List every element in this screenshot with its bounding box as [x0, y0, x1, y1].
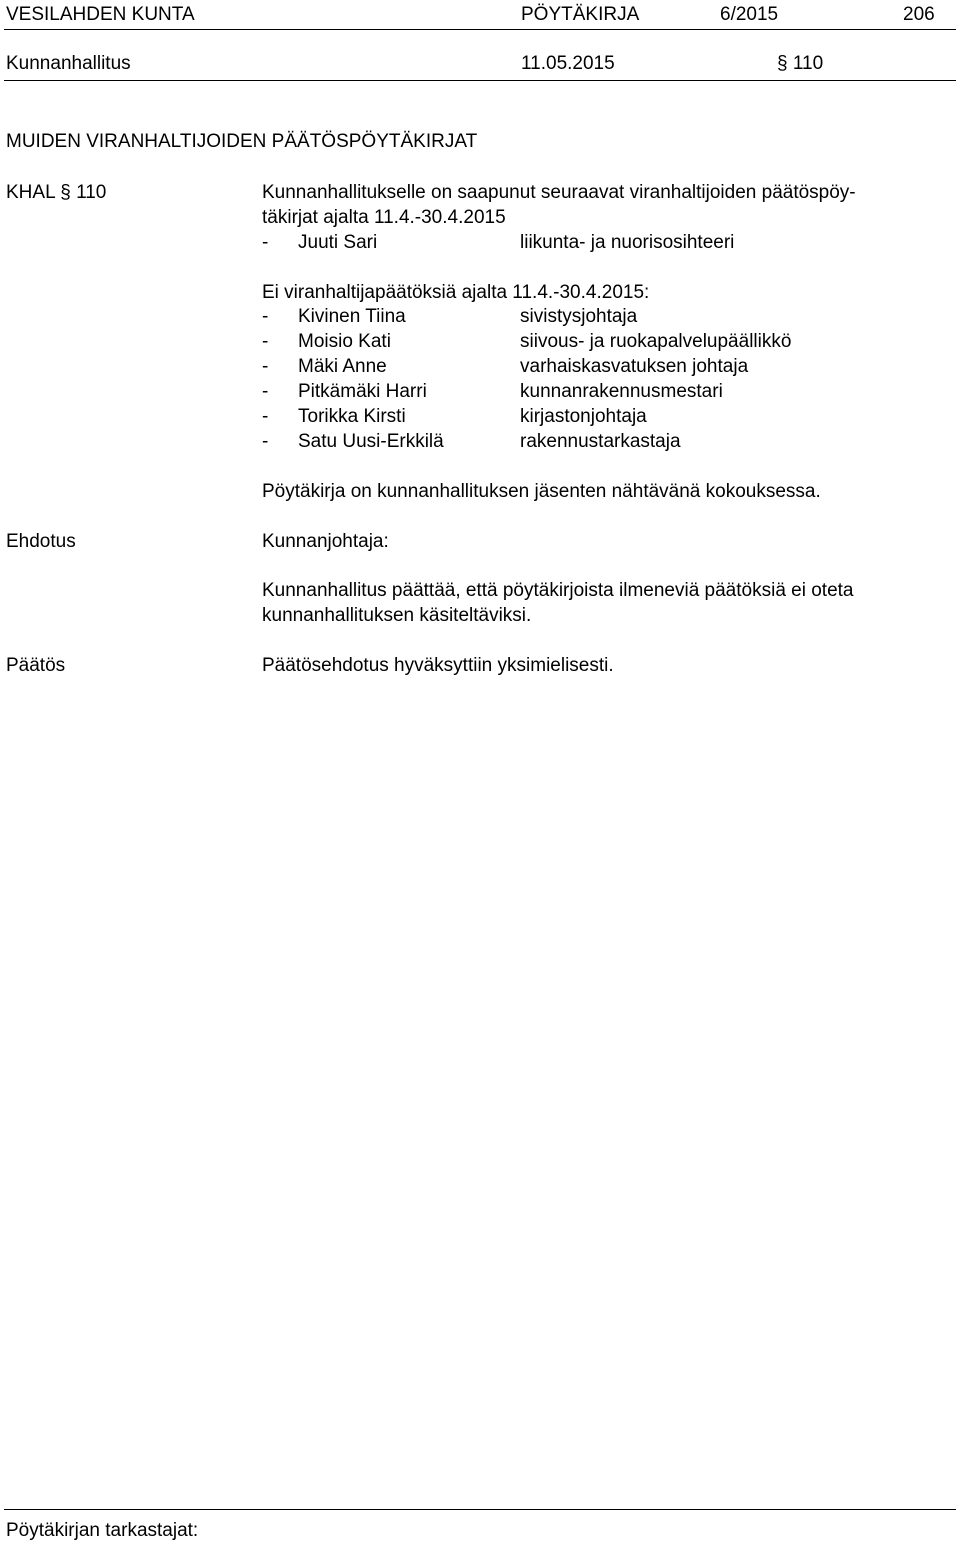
- page-number: 206: [903, 4, 935, 25]
- proposal-author: Kunnanjohtaja:: [262, 531, 389, 552]
- list-item: [262, 329, 791, 354]
- no-decisions-intro: Ei viranhaltijapäätöksiä ajalta 11.4.-30.4.2015:: [262, 282, 650, 303]
- proposal-text-line1: Kunnanhallitus päättää, että pöytäkirjoista ilmeneviä päätöksiä ei oteta: [262, 580, 854, 601]
- decision-label: Päätös: [6, 655, 66, 676]
- khal-reference: [6, 180, 106, 205]
- person-title: rakennustarkastaja: [520, 431, 681, 452]
- decision-text: Päätösehdotus hyväksyttiin yksimielisesti.: [262, 655, 614, 676]
- section-number: 110: [792, 53, 824, 74]
- list-item: [262, 354, 748, 379]
- list-dash: -: [262, 381, 269, 402]
- document-type: PÖYTÄKIRJA: [521, 4, 640, 25]
- person-title: varhaiskasvatuksen johtaja: [520, 356, 749, 377]
- person-name: Juuti Sari: [298, 232, 378, 253]
- list-dash: -: [262, 431, 269, 452]
- header-divider: [4, 29, 956, 30]
- list-item: [262, 404, 647, 429]
- person-name: Moisio Kati: [298, 331, 391, 352]
- person-name: Mäki Anne: [298, 356, 387, 377]
- meeting-date: 11.05.2015: [521, 53, 615, 74]
- meeting-body: Kunnanhallitus: [6, 53, 131, 74]
- list-item: [262, 304, 637, 329]
- list-item: [262, 429, 681, 454]
- visibility-note: Pöytäkirja on kunnanhallituksen jäsenten nähtävänä kokouksessa.: [262, 481, 821, 502]
- section-symbol: §: [60, 182, 71, 203]
- footer-divider: [4, 1509, 956, 1510]
- list-dash: -: [262, 331, 269, 352]
- person-title: kunnanrakennusmestari: [520, 381, 723, 402]
- document-number: 6/2015: [720, 4, 779, 25]
- section-symbol: §: [777, 53, 788, 74]
- person-name: Satu Uusi-Erkkilä: [298, 431, 444, 452]
- khal-number: 110: [76, 182, 107, 203]
- section-reference: [777, 51, 823, 76]
- person-title: liikunta- ja nuorisosihteeri: [520, 232, 735, 253]
- reviewers-label: Pöytäkirjan tarkastajat:: [6, 1520, 199, 1541]
- person-title: siivous- ja ruokapalvelupäällikkö: [520, 331, 792, 352]
- organization-name: VESILAHDEN KUNTA: [6, 4, 195, 25]
- proposal-text-line2: kunnanhallituksen käsiteltäviksi.: [262, 605, 532, 626]
- person-title: kirjastonjohtaja: [520, 406, 647, 427]
- list-item: [262, 230, 734, 255]
- proposal-label: Ehdotus: [6, 531, 76, 552]
- list-dash: -: [262, 356, 269, 377]
- list-dash: -: [262, 406, 269, 427]
- person-title: sivistysjohtaja: [520, 306, 638, 327]
- khal-label: KHAL: [6, 182, 55, 203]
- person-name: Kivinen Tiina: [298, 306, 406, 327]
- person-name: Pitkämäki Harri: [298, 381, 427, 402]
- list-dash: -: [262, 306, 269, 327]
- header-divider-2: [4, 80, 956, 81]
- received-intro-line2: täkirjat ajalta 11.4.-30.4.2015: [262, 207, 506, 228]
- person-name: Torikka Kirsti: [298, 406, 406, 427]
- list-item: [262, 379, 723, 404]
- received-intro-line1: Kunnanhallitukselle on saapunut seuraavat viranhaltijoiden päätöspöy-: [262, 182, 856, 203]
- page-title: MUIDEN VIRANHALTIJOIDEN PÄÄTÖSPÖYTÄKIRJAT: [6, 131, 478, 152]
- list-dash: -: [262, 232, 269, 253]
